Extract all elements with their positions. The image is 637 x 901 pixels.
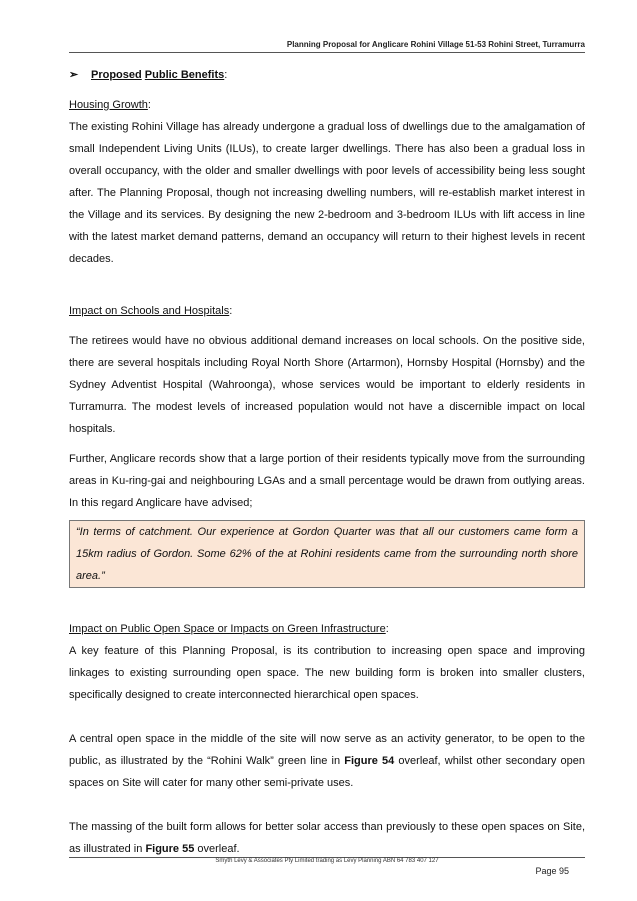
anglicare-quote-box: “In terms of catchment. Our experience at Gordon Quarter was that all our customers came form a 15km radius of Gordon. Some 62% of the at Rohini residents came from the surrounding north shore area.”: [69, 520, 585, 588]
housing-growth-heading: [69, 94, 585, 116]
open-space-heading: [69, 618, 585, 640]
open-space-p2-text-a: A central open space in the middle of the site will now serve as an activity generator, to be open to the public, as illustrated by the “Rohini Walk” green line in: [69, 733, 585, 767]
housing-growth-title: Housing Growth: [69, 99, 148, 111]
arrow-bullet-icon: ➢: [69, 69, 79, 81]
schools-hospitals-paragraph-2: Further, Anglicare records show that a large portion of their residents typically move from the surrounding areas in Ku-ring-gai and neighbouring LGAs and a small percentage would be drawn from outlying areas. In this regard Anglicare have advised;: [69, 453, 585, 509]
heading-word-public-benefits: Public Benefits: [144, 69, 225, 81]
housing-growth-paragraph: The existing Rohini Village has already undergone a gradual loss of dwellings due to the amalgamation of small Independent Living Units (ILUs), to create larger dwellings. There has also been a gradual loss in overall occupancy, with the older and smaller dwellings with poor levels of accessibility being less sought after. The Planning Proposal, though not increasing dwelling numbers, will re-establish market interest in the Village and its services. By designing the new 2-bedroom and 3-bedroom ILUs with lift access in line with the latest market demand patterns, demand an occupancy will return to their highest levels in recent decades.: [69, 121, 585, 265]
schools-hospitals-title: Impact on Schools and Hospitals: [69, 305, 230, 317]
figure-55-reference: Figure 55: [145, 843, 195, 855]
page-body: [69, 60, 585, 860]
open-space-p3-text-b: overleaf.: [194, 843, 240, 855]
open-space-paragraph-1: A key feature of this Planning Proposal, is its contribution to increasing open space and improving linkages to existing surrounding open space. The new building form is broken into smaller clusters, specifically designed to create interconnected hierarchical open spaces.: [69, 645, 585, 701]
section-heading: [69, 64, 585, 86]
footer-company-line: Smyth Levy & Associates Pty Limited trading as Levy Planning ABN 64 783 407 127: [215, 858, 439, 864]
open-space-colon: :: [385, 623, 389, 635]
open-space-paragraph-3: [69, 816, 585, 860]
schools-hospitals-paragraph-1: The retirees would have no obvious additional demand increases on local schools. On the positive side, there are several hospitals including Royal North Shore (Artarmon), Hornsby Hospital (Hornsby) and the Sydney Adventist Hospital (Wahroonga), whose services would be important to elderly residents in Turramurra. The modest levels of increased population would not have a discernible impact on local hospitals.: [69, 335, 585, 435]
heading-word-proposed: Proposed: [91, 69, 142, 81]
schools-hospitals-heading: [69, 300, 585, 322]
figure-54-reference: Figure 54: [344, 755, 395, 767]
housing-growth-colon: :: [147, 99, 151, 111]
open-space-p2-text-b: overleaf, whilst other secondary open spaces on Site will cater for many other semi-private uses.: [69, 755, 585, 789]
open-space-p3-text-a: The massing of the built form allows for better solar access than previously to these open spaces on Site, as illustrated in: [69, 821, 585, 855]
heading-colon: :: [224, 69, 228, 81]
schools-hospitals-colon: :: [229, 305, 233, 317]
open-space-paragraph-2: [69, 728, 585, 794]
open-space-title: Impact on Public Open Space or Impacts on Green Infrastructure: [69, 623, 386, 635]
page-number: Page 95: [535, 866, 569, 876]
running-header: Planning Proposal for Anglicare Rohini Village 51-53 Rohini Street, Turramurra: [286, 40, 585, 49]
header-divider: [69, 52, 585, 53]
